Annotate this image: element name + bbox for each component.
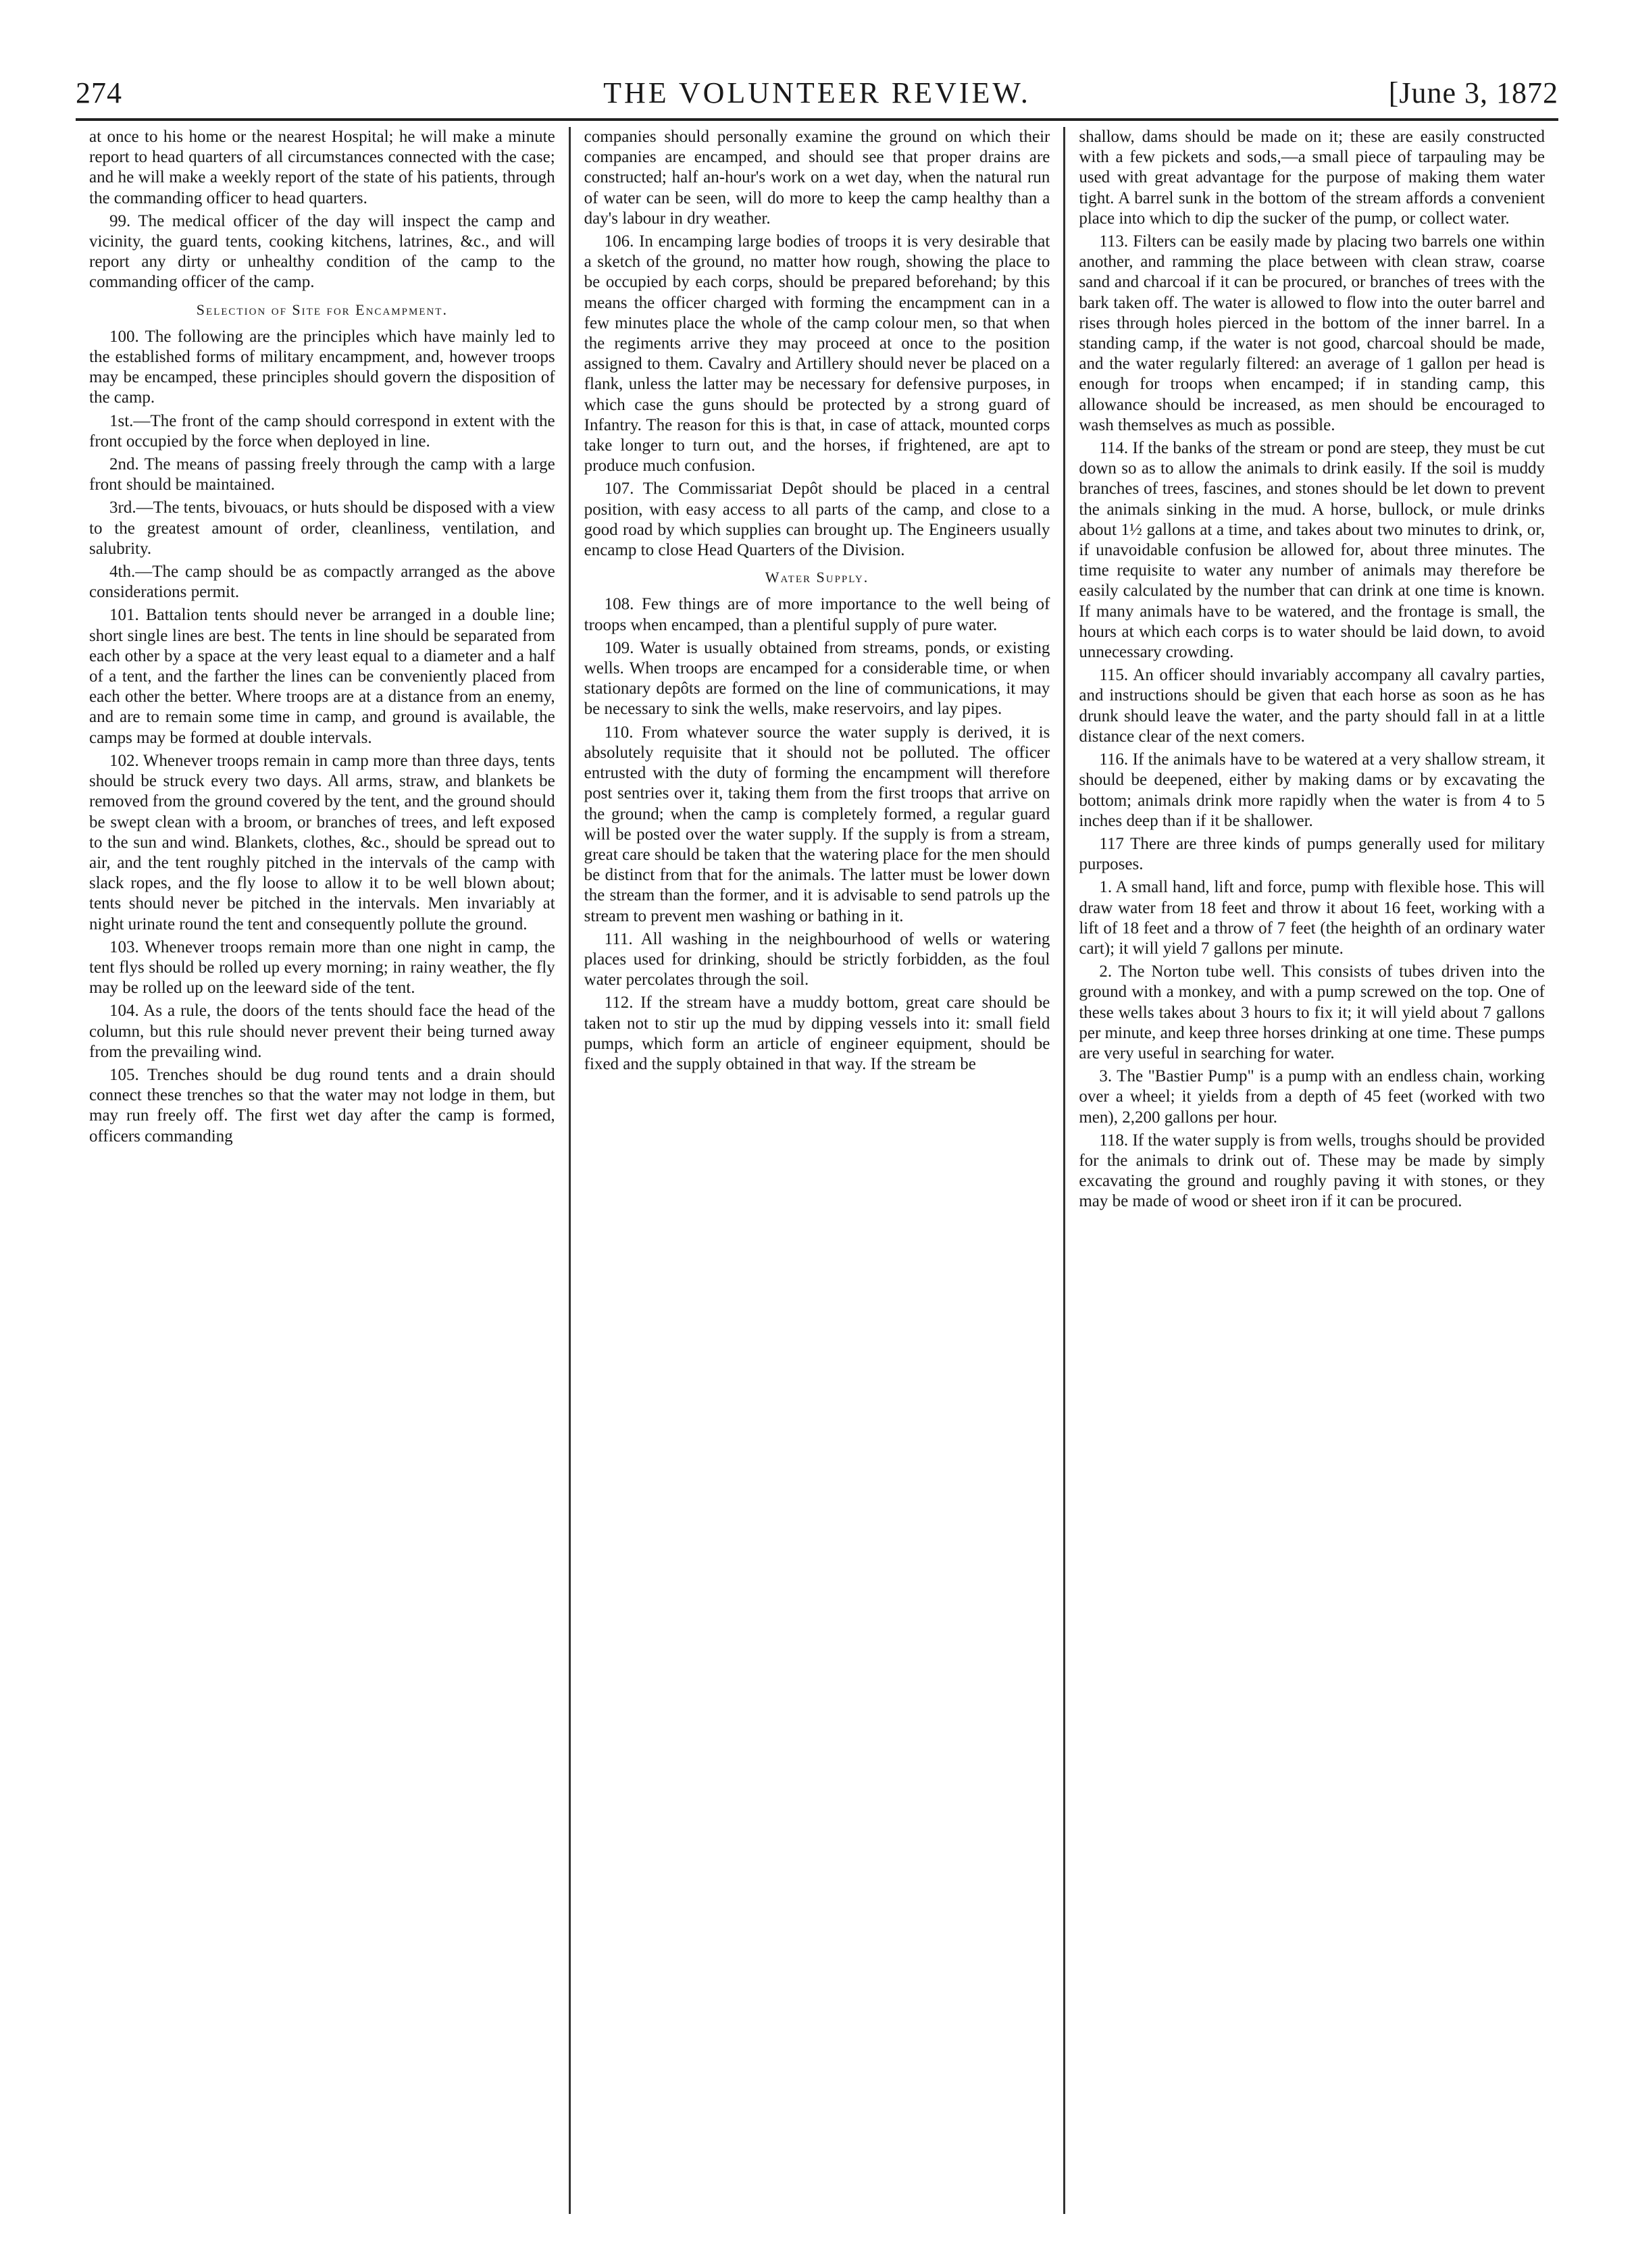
paragraph: 109. Water is usually obtained from streams, ponds, or existing wells. When troops are encamped for a considerable time, or when stationary depôts are formed on the line of communications, it may be necessary to sink the wells, make reservoirs, and lay pipes. — [584, 638, 1050, 719]
column-3 — [1063, 127, 1558, 2214]
section-heading: Water Supply. — [765, 569, 869, 586]
paragraph: 108. Few things are of more importance to the well being of troops when encamped, than a plentiful supply of pure water. — [584, 595, 1050, 634]
text-columns — [76, 127, 1558, 2214]
paragraph: companies should personally examine the ground on which their companies are encamped, and should see that proper drains are constructed; half an-hour's work on a wet day, when the natural run of water can be seen, will do more to keep the camp healthy than a day's labour in dry weather. — [584, 128, 1050, 228]
paragraph: 104. As a rule, the doors of the tents should face the head of the column, but this rule should never prevent their being turned away from the prevailing wind. — [89, 1002, 555, 1061]
paragraph: 3rd.—The tents, bivouacs, or huts should be disposed with a view to the greatest amount of order, cleanliness, ventilation, and salubrity. — [89, 498, 555, 558]
paragraph: 103. Whenever troops remain more than one night in camp, the tent flys should be rolled up every morning; in rainy weather, the fly may be rolled up on the leeward side of the tent. — [89, 937, 555, 998]
paragraph: 105. Trenches should be dug round tents and a drain should connect these trenches so that the water may not lodge in them, but may run freely off. The first wet day after the camp is formed, officers commanding — [89, 1065, 555, 1145]
header-rule — [76, 118, 1558, 121]
paragraph: 101. Battalion tents should never be arranged in a double line; short single lines are best. The tents in line should be separated from each other by a space at the very least equal to a diameter and a half of a tent, and the farther the lines can be conveniently placed from each other the better. Where troops are at a distance from an enemy, and are to remain some time in camp, and ground is available, the camps may be formed at double intervals. — [89, 606, 555, 747]
paragraph: 100. The following are the principles which have mainly led to the established forms of military encampment, and, however troops may be encamped, these principles should govern the disposition of the camp. — [89, 327, 555, 407]
publication-title: THE VOLUNTEER REVIEW. — [603, 76, 1031, 109]
paragraph: 113. Filters can be easily made by placing two barrels one within another, and ramming the place between with clean straw, coarse sand and charcoal if it can be procured, or branches of trees with the bark taken off. The water is allowed to flow into the outer barrel and rises through holes pierced in the bottom of the inner barrel. In a standing camp, if the water is not good, charcoal should be made, and the water regularly filtered: an average of 1 gallon per head is enough for troops when encamped; if in standing camp, this allowance should be increased, as men should be encouraged to wash themselves as much as possible. — [1079, 232, 1546, 434]
paragraph: 1st.—The front of the camp should correspond in extent with the front occupied by the force when deployed in line. — [89, 411, 555, 450]
paragraph: 118. If the water supply is from wells, troughs should be provided for the animals to drink out of. These may be made by simply excavating the ground and roughly paving it with stones, or they may be made of wood or sheet iron if it can be procured. — [1079, 1131, 1546, 1211]
section-heading: Selection of Site for Encampment. — [196, 301, 448, 318]
paragraph: 114. If the banks of the stream or pond are steep, they must be cut down so as to allow the animals to drink easily. If the soil is muddy branches of trees, fascines, and stones should be let down to prevent the animals sinking in the mud. A horse, bullock, or mule drinks about 1½ gallons at a time, and takes about two minutes to drink, or, if unavoidable confusion be allowed for, about three minutes. The time requisite to water any number of animals may therefore be easily calculated by the number that can drink at one time is known. If many animals have to be watered, and the frontage is small, the hours at which each corps is to water should be laid down, to avoid unnecessary crowding. — [1079, 439, 1546, 662]
paragraph: 4th.—The camp should be as compactly arranged as the above considerations permit. — [89, 563, 555, 602]
paragraph: 110. From whatever source the water supply is derived, it is absolutely requisite that it should not be polluted. The officer entrusted with the duty of forming the encampment will therefore post sentries over it, taking them from the first troops that arrive on the ground; when the camp is completely formed, a regular guard will be posted over the water supply. If the supply is from a stream, great care should be taken that the watering place for the men should be distinct from that for the animals. The latter must be lower down the stream than the former, and it is advisable to send patrols up the stream to prevent men washing or bathing in it. — [584, 723, 1050, 925]
paragraph: shallow, dams should be made on it; these are easily constructed with a few pickets and sods,—a small piece of tarpauling may be used with great advantage for the purpose of making them water tight. A barrel sunk in the bottom of the stream affords a convenient place into which to dip the sucker of the pump, or collect water. — [1079, 128, 1546, 228]
paragraph: 1. A small hand, lift and force, pump with flexible hose. This will draw water from 18 feet and throw it about 16 feet, working with a lift of 18 feet and a throw of 7 feet (the heighth of an ordinary water cart); it will yield 7 gallons per minute. — [1079, 878, 1546, 958]
column-1 — [76, 127, 569, 2214]
page-number: 274 — [76, 76, 122, 109]
paragraph: 115. An officer should invariably accompany all cavalry parties, and instructions should be given that each horse as soon as he has drunk should leave the water, and the party should fall in at a little distance clear of the next comers. — [1079, 666, 1546, 746]
paragraph: 2. The Norton tube well. This consists of tubes driven into the ground with a monkey, and with a pump screwed on the top. One of these wells takes about 3 hours to fix it; it will yield about 7 gallons per minute, and keep three horses drinking at one time. These pumps are very useful in searching for water. — [1079, 962, 1546, 1062]
paragraph: 2nd. The means of passing freely through the camp with a large front should be maintained. — [89, 455, 555, 494]
page-header — [76, 61, 1558, 115]
paragraph: 3. The "Bastier Pump" is a pump with an endless chain, working over a wheel; it yields from a depth of 45 feet (worked with two men), 2,200 gallons per hour. — [1079, 1067, 1546, 1127]
paragraph: 99. The medical officer of the day will inspect the camp and vicinity, the guard tents, cooking kitchens, latrines, &c., and will report any dirty or unhealthy condition of the camp to the commanding officer of the camp. — [89, 211, 555, 292]
paragraph: 117 There are three kinds of pumps generally used for military purposes. — [1079, 834, 1546, 874]
paragraph: 112. If the stream have a muddy bottom, great care should be taken not to stir up the mud by dipping vessels into it: small field pumps, which form an article of engineer equipment, should be fixed and the supply obtained in that way. If the stream be — [584, 994, 1050, 1073]
issue-date: [June 3, 1872 — [1388, 76, 1558, 109]
paragraph: 102. Whenever troops remain in camp more than three days, tents should be struck every two days. All arms, straw, and blankets be removed from the ground covered by the tent, and the ground should be swept clean with a broom, or branches of trees, and left exposed to the sun and wind. Blankets, clothes, &c., should be spread out to air, and the tent roughly pitched in the intervals of the camp with slack ropes, and the fly loose to allow it to be well blown about; tents should never be pitched in the intervals. Men invariably at night urinate round the tent and consequently pollute the ground. — [89, 751, 555, 933]
paragraph: 116. If the animals have to be watered at a very shallow stream, it should be deepened, either by making dams or by excavating the bottom; animals drink more rapidly when the water is from 4 to 5 inches deep than if it be shallower. — [1079, 750, 1546, 830]
paragraph: 107. The Commissariat Depôt should be placed in a central position, with easy access to all parts of the camp, and close to a good road by which supplies can brought up. The Engineers usually encamp to close Head Quarters of the Division. — [584, 480, 1050, 560]
paragraph: 106. In encamping large bodies of troops it is very desirable that a sketch of the ground, no matter how rough, showing the place to be occupied by each corps, should be prepared beforehand; by this means the officer charged with forming the encampment can in a few minutes place the whole of the camp colour men, so that when the regiments arrive they may proceed at once to the position assigned to them. Cavalry and Artillery should never be placed on a flank, unless the latter may be necessary for defensive purposes, in which case the guns should be protected by a strong guard of Infantry. The reason for this is that, in case of attack, mounted corps take longer to turn out, and the horses, if frightened, are apt to produce much confusion. — [584, 232, 1050, 475]
paragraph: 111. All washing in the neighbourhood of wells or watering places used for drinking, should be strictly forbidden, as the foul water percolates through the soil. — [584, 929, 1050, 989]
column-2 — [569, 127, 1064, 2214]
paragraph: at once to his home or the nearest Hospital; he will make a minute report to head quarters of all circumstances connected with the case; and he will make a weekly report of the state of his patients, through the commanding officer to head quarters. — [89, 128, 555, 207]
